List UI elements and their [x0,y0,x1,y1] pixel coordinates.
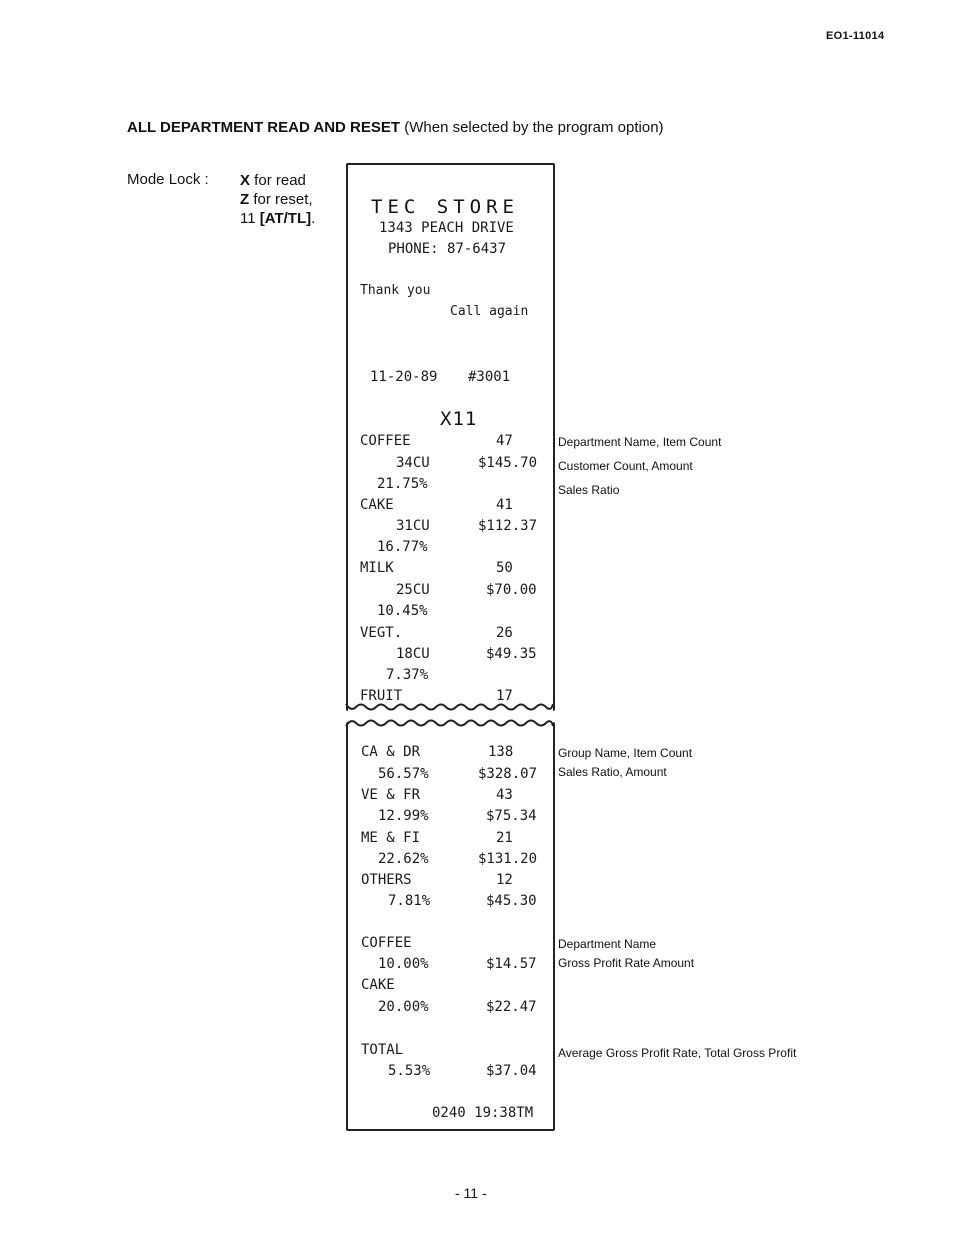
profit-amount: $14.57 [486,956,537,972]
group-ratio: 7.81% [388,893,431,909]
group-count: 21 [496,830,513,846]
store-name: TEC STORE [371,196,519,218]
dept-amount: $112.37 [478,518,538,534]
thanks-line-1: Thank you [360,283,431,298]
group-name: OTHERS [361,872,412,888]
dept-ratio: 16.77% [377,539,428,555]
group-name: CA & DR [361,744,421,760]
annotation-customer-amount: Customer Count, Amount [558,459,693,473]
group-amount: $75.34 [486,808,537,824]
dept-amount: $145.70 [478,455,538,471]
heading-note: (When selected by the program option) [400,119,664,136]
group-count: 43 [496,787,513,803]
dept-amount: $49.35 [486,646,537,662]
dept-count: 47 [496,433,513,449]
dept-name: VEGT. [360,625,403,641]
total-rate: 5.53% [388,1063,431,1079]
page-number: - 11 - [455,1185,487,1201]
profit-dept-name: COFFEE [361,935,412,951]
dept-name: FRUIT [360,688,403,704]
dept-customers: 34CU [396,455,430,471]
group-ratio: 12.99% [378,808,429,824]
profit-amount: $22.47 [486,999,537,1015]
annotation-gross-profit: Gross Profit Rate Amount [558,956,695,970]
dept-count: 17 [496,688,513,704]
dept-name: COFFEE [360,433,411,449]
annotation-sales-ratio: Sales Ratio [558,483,620,497]
mode-lock-label: Mode Lock : [127,171,209,188]
group-name: ME & FI [361,830,421,846]
dept-customers: 25CU [396,582,430,598]
receipt-date: 11-20-89 [370,369,438,385]
dept-name: MILK [360,560,394,576]
heading-bold: ALL DEPARTMENT READ AND RESET [127,119,401,136]
dept-ratio: 21.75% [377,476,428,492]
annotation-sales-ratio-amount: Sales Ratio, Amount [558,765,667,779]
mode-11: 11 [AT/TL]. [240,210,316,227]
receipt-footer: 0240 19:38TM [432,1105,534,1121]
register-number: #3001 [468,369,511,385]
section-heading [127,119,664,136]
profit-dept-name: CAKE [361,977,395,993]
annotation-dept-name: Department Name [558,937,657,951]
mode-lock-values [240,171,315,228]
store-phone: PHONE: 87-6437 [388,241,507,257]
total-amount: $37.04 [486,1063,537,1079]
group-amount: $45.30 [486,893,537,909]
dept-count: 26 [496,625,513,641]
dept-amount: $70.00 [486,582,537,598]
group-name: VE & FR [361,787,421,803]
dept-ratio: 10.45% [377,603,428,619]
mode-x: X for read [240,172,306,189]
group-amount: $131.20 [478,851,538,867]
profit-rate: 20.00% [378,999,429,1015]
group-ratio: 22.62% [378,851,429,867]
report-title: X11 [440,408,478,430]
group-count: 138 [488,744,514,760]
annotation-group-name-count: Group Name, Item Count [558,746,693,760]
thanks-line-2: Call again [450,304,529,319]
total-label: TOTAL [361,1042,404,1058]
document-code: EO1-11014 [826,30,885,42]
dept-count: 41 [496,497,513,513]
group-amount: $328.07 [478,766,538,782]
annotation-dept-name-count: Department Name, Item Count [558,435,722,449]
group-count: 12 [496,872,513,888]
dept-count: 50 [496,560,513,576]
dept-customers: 18CU [396,646,430,662]
store-address: 1343 PEACH DRIVE [379,220,514,236]
annotation-avg-gross-profit: Average Gross Profit Rate, Total Gross Profit [558,1046,797,1060]
mode-z: Z for reset, [240,191,313,208]
dept-customers: 31CU [396,518,430,534]
profit-rate: 10.00% [378,956,429,972]
group-ratio: 56.57% [378,766,429,782]
dept-ratio: 7.37% [386,667,429,683]
dept-name: CAKE [360,497,394,513]
